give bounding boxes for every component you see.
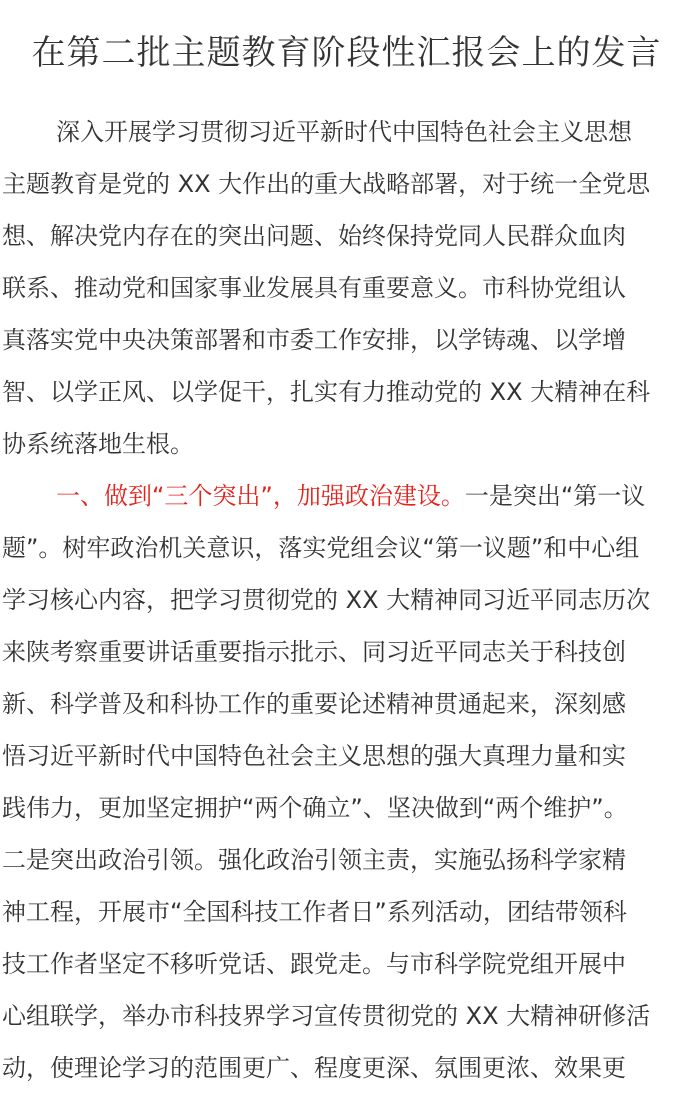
paragraph-line: 学习核心内容，把学习贯彻党的 XX 大精神同习近平同志历次	[2, 586, 651, 614]
paragraph-line: 技工作者坚定不移听党话、跟党走。与市科学院党组开展中	[2, 950, 626, 978]
paragraph-line: 新、科学普及和科协工作的重要论述精神贯通起来，深刻感	[2, 690, 626, 718]
paragraph-line: 深入开展学习贯彻习近平新时代中国特色社会主义思想	[56, 118, 632, 146]
paragraph-line: 协系统落地生根。	[2, 430, 194, 458]
paragraph-line: 真落实党中央决策部署和市委工作安排，以学铸魂、以学增	[2, 326, 626, 354]
document-body	[2, 106, 693, 1094]
document-title: 在第二批主题教育阶段性汇报会上的发言	[31, 33, 662, 73]
paragraph-line: 联系、推动党和国家事业发展具有重要意义。市科协党组认	[2, 274, 626, 302]
paragraph-line: 二是突出政治引领。强化政治引领主责，实施弘扬科学家精	[2, 846, 626, 874]
paragraph-line: 神工程，开展市“全国科技工作者日”系列活动，团结带领科	[2, 898, 627, 926]
paragraph-line: 悟习近平新时代中国特色社会主义思想的强大真理力量和实	[2, 742, 626, 770]
paragraph-line: 心组联学，举办市科技界学习宣传贯彻党的 XX 大精神研修活	[2, 1002, 651, 1030]
paragraph-line: 主题教育是党的 XX 大作出的重大战略部署，对于统一全党思	[2, 170, 651, 198]
paragraph-text: 一是突出“第一议	[464, 482, 646, 510]
paragraph-line: 智、以学正风、以学促干，扎实有力推动党的 XX 大精神在科	[2, 378, 651, 406]
paragraph-line: 践伟力，更加坚定拥护“两个确立”、坚决做到“两个维护”。	[2, 794, 628, 822]
section-heading: 一、做到“三个突出”，加强政治建设。	[56, 482, 465, 510]
section-heading-line	[2, 470, 693, 522]
paragraph-line: 来陕考察重要讲话重要指示批示、同习近平同志关于科技创	[2, 638, 626, 666]
paragraph-line: 题”。树牢政治机关意识，落实党组会议“第一议题”和中心组	[2, 534, 640, 562]
paragraph-line: 动，使理论学习的范围更广、程度更深、氛围更浓、效果更	[2, 1054, 626, 1082]
paragraph-line: 想、解决党内存在的突出问题、始终保持党同人民群众血肉	[2, 222, 626, 250]
